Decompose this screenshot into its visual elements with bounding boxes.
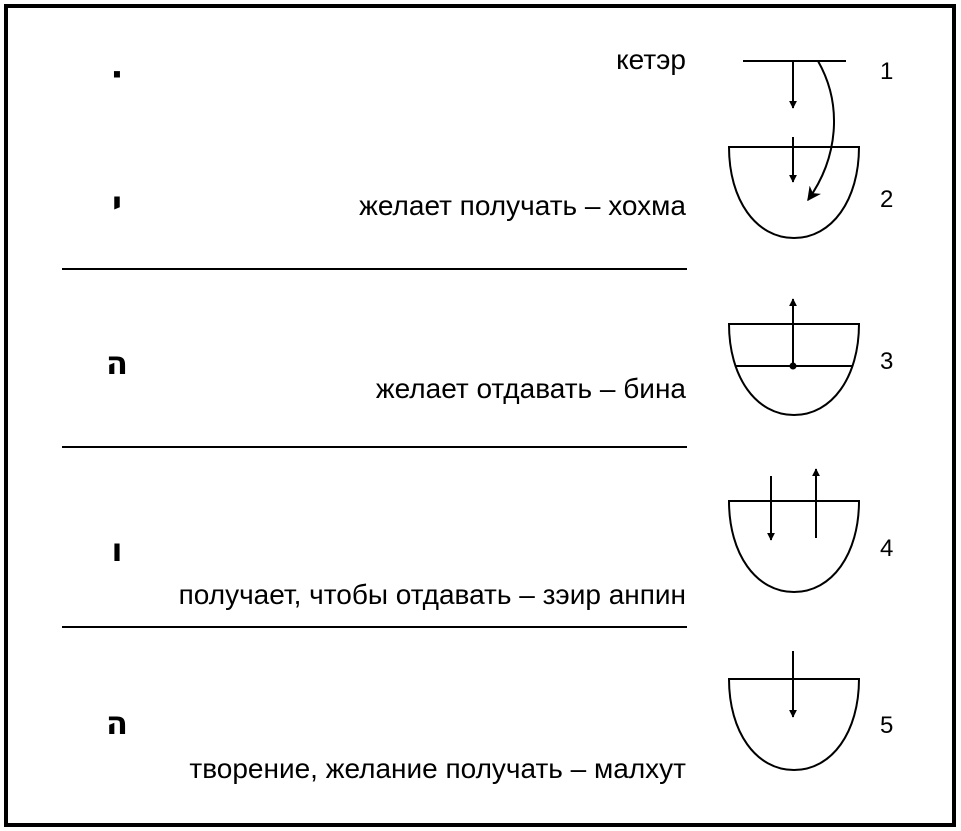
- number-4: 4: [880, 535, 894, 562]
- number-2: 2: [880, 186, 894, 213]
- vessel-zeir-anpin: [729, 469, 859, 592]
- label-keter: кетэр: [616, 44, 686, 75]
- keter-light-line: [743, 61, 846, 200]
- vessel-malchut: [729, 651, 859, 770]
- vessel-hochma: [729, 137, 859, 238]
- label-zeir-anpin: получает, чтобы отдавать – зэир анпин: [178, 579, 686, 610]
- label-malchut: творение, желание получать – малхут: [189, 753, 686, 784]
- number-1: 1: [880, 58, 894, 85]
- letter-yud: י: [111, 184, 122, 224]
- vessel-bina: [729, 299, 859, 415]
- number-5: 5: [880, 712, 894, 739]
- number-3: 3: [880, 348, 894, 375]
- letter-keter: ·: [110, 55, 124, 95]
- letter-hei-1: ה: [106, 344, 128, 382]
- letter-vav: ו: [111, 531, 123, 569]
- curved-light-arrow: [808, 61, 834, 200]
- letter-hei-2: ה: [106, 704, 128, 742]
- label-hochma: желает получать – хохма: [359, 190, 686, 221]
- label-bina: желает отдавать – бина: [375, 373, 686, 404]
